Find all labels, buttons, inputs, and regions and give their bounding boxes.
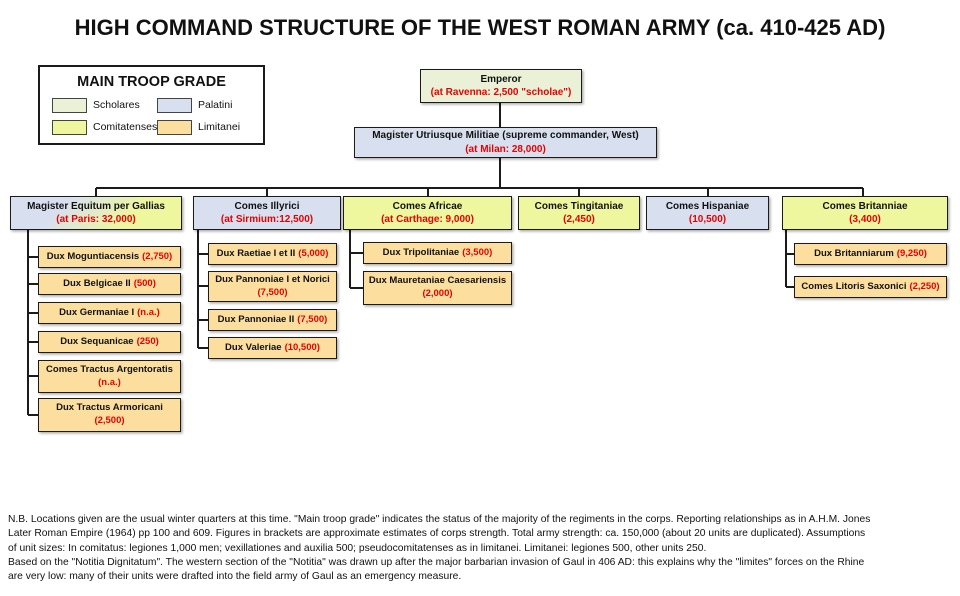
org-box-dux-pannoniae-i-et-norici [208, 271, 337, 302]
org-box-dux-sequanicae [38, 331, 181, 353]
legend-label: Scholares [93, 99, 140, 111]
org-box-dux-belgicae-ii [38, 273, 181, 295]
box-title: Dux Belgicae II [63, 277, 131, 289]
box-value: (5,000) [298, 247, 329, 259]
box-title: Dux Pannoniae II [217, 313, 295, 325]
org-box-dux-germaniae-i [38, 302, 181, 324]
org-box-comes-tractus-argentoratis [38, 360, 181, 393]
box-title: Dux Germaniae I [59, 306, 135, 318]
box-value: (at Carthage: 9,000) [381, 214, 474, 225]
footnote-line: N.B. Locations given are the usual winter quarters at this time. "Main troop grade" indicates the status of the majority of the regiments in the corps. Reporting relationships as in A.H.M. Jones [8, 514, 871, 525]
box-value: (2,000) [422, 288, 453, 299]
org-box-comes-britanniae [782, 196, 948, 230]
box-value: (n.a.) [137, 306, 160, 318]
box-value: (7,500) [257, 286, 288, 298]
footnote-line: Later Roman Empire (1964) pp 100 and 609. Figures in brackets are approximate estimates of corps strength. Total army strength: ca. 150,000 (about 20 units are duplicated). Assumptions [8, 528, 866, 540]
org-box-magister-utriusque-militiae [354, 127, 657, 158]
box-value: (9,250) [896, 247, 927, 259]
box-title: Comes Tractus Argentoratis [46, 363, 173, 375]
box-value: (3,500) [462, 246, 493, 258]
org-box-dux-tripolitaniae [363, 242, 512, 264]
box-title: Dux Tractus Armoricani [56, 402, 163, 414]
org-box-dux-raetiae-i-et-ii [208, 243, 337, 265]
legend-label: Comitatenses [93, 121, 158, 133]
box-value: (10,500) [688, 214, 727, 225]
box-title: Dux Tripolitaniae [382, 246, 460, 258]
org-box-comes-africae [343, 196, 512, 230]
footnote-line: are very low: many of their units were drafted into the field army of Gaul as an emergency measure. [8, 571, 462, 583]
box-value: (2,750) [142, 250, 173, 262]
org-box-dux-britanniarum [794, 243, 947, 265]
legend-label: Limitanei [198, 121, 241, 133]
org-box-magister-equitum-per-gallias [10, 196, 182, 230]
box-value: (2,450) [563, 214, 595, 225]
box-title: Comes Africae [392, 200, 463, 212]
box-title: Dux Sequanicae [60, 335, 134, 347]
org-box-comes-tingitaniae [518, 196, 640, 230]
legend-title: MAIN TROOP GRADE [77, 74, 226, 90]
org-box-dux-moguntiacensis [38, 246, 181, 268]
org-box-comes-hispaniae [646, 196, 769, 230]
box-title: Comes Tingitaniae [534, 200, 624, 212]
box-title: Magister Utriusque Militiae (supreme commander, West) [372, 130, 639, 142]
box-value: (250) [136, 335, 159, 347]
footnotes [8, 513, 956, 584]
box-title: Dux Moguntiacensis [46, 250, 140, 262]
box-value: (3,400) [849, 214, 881, 225]
page-title: HIGH COMMAND STRUCTURE OF THE WEST ROMAN ARMY (ca. 410-425 AD) [74, 15, 886, 40]
footnote-line: Based on the "Notitia Dignitatum". The western section of the "Notitia" was drawn up after the major barbarian invasion of Gaul in 406 AD: this explains why the "limites" forces on the Rhine [8, 556, 865, 568]
box-value: (at Ravenna: 2,500 "scholae") [430, 87, 572, 98]
org-box-comes-litoris-saxonici [794, 276, 947, 298]
box-title: Dux Pannoniae I et Norici [215, 273, 330, 285]
box-title: Comes Litoris Saxonici [801, 280, 907, 292]
box-value: (at Paris: 32,000) [56, 214, 136, 225]
box-title: Comes Britanniae [822, 200, 908, 212]
box-value: (2,500) [94, 415, 125, 426]
box-title: Dux Valeriae [225, 341, 282, 353]
box-value: (500) [133, 277, 156, 289]
footnote-line: of unit sizes: In comitatus: legiones 1,000 men; vexillationes and auxilia 500; pseudocomitatenses as in limitanei. Limitanei: legiones 500, other units 250. [8, 542, 707, 554]
org-box-emperor [420, 69, 582, 103]
box-value: (n.a.) [98, 376, 121, 388]
org-box-dux-tractus-armoricani [38, 398, 181, 432]
org-box-comes-illyrici [193, 196, 341, 230]
box-value: (10,500) [284, 341, 320, 353]
legend-label: Palatini [198, 99, 233, 111]
box-title: Emperor [480, 73, 522, 85]
box-value: (2,250) [909, 280, 940, 292]
box-title: Dux Mauretaniae Caesariensis [368, 275, 507, 287]
org-box-dux-valeriae [208, 337, 337, 359]
box-title: Dux Raetiae I et II [216, 247, 296, 259]
box-title: Dux Britanniarum [814, 247, 894, 259]
box-title: Comes Illyrici [234, 200, 300, 212]
box-title: Comes Hispaniae [665, 200, 750, 212]
box-value: (at Sirmium:12,500) [220, 214, 314, 225]
box-value: (at Milan: 28,000) [465, 143, 546, 155]
org-box-dux-pannoniae-ii [208, 309, 337, 331]
org-box-dux-mauretaniae-caesariensis [363, 271, 512, 305]
box-value: (7,500) [297, 313, 328, 325]
box-title: Magister Equitum per Gallias [27, 200, 165, 212]
